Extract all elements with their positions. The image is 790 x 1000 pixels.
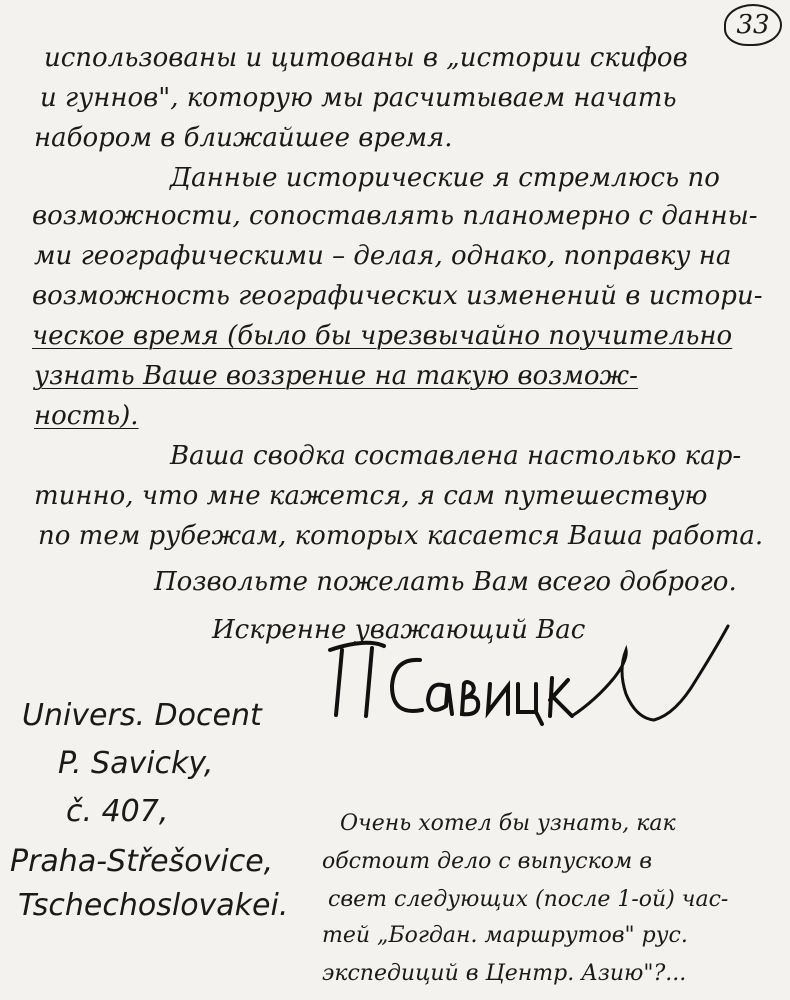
body-line-1: использованы и цитованы в „истории скифов: [44, 43, 688, 73]
closing-line: Искренне уважающий Вас: [212, 615, 586, 645]
address-line-1: Univers. Docent: [22, 698, 262, 733]
body-line-13: по тем рубежам, которых касается Ваша работа.: [38, 521, 764, 551]
body-line-3: набором в ближайшее время.: [34, 123, 453, 153]
postscript-line-4: тей „Богдан. маршрутов" рус.: [322, 923, 688, 948]
body-line-4: Данные исторические я стремлюсь по: [170, 163, 720, 193]
body-line-7: возможность географических изменений в истори-: [32, 281, 763, 311]
postscript-line-1: Очень хотел бы узнать, как: [340, 811, 676, 836]
body-line-8: ческое время (было бы чрезвычайно поучительно: [32, 321, 733, 351]
address-line-5: Tschechoslovakei.: [18, 888, 289, 923]
postscript-line-2: обстоит дело с выпуском в: [322, 849, 653, 874]
address-line-3: č. 407,: [66, 794, 169, 829]
postscript-line-3: свет следующих (после 1-ой) час-: [328, 887, 729, 912]
address-line-2: P. Savicky,: [58, 746, 214, 781]
body-line-5: возможности, сопоставлять планомерно с данны-: [32, 201, 758, 231]
body-line-12: тинно, что мне кажется, я сам путешествую: [34, 481, 708, 511]
postscript-line-5: экспедиций в Центр. Азию"?...: [322, 961, 687, 986]
body-line-6: ми географическими – делая, однако, поправку на: [34, 241, 732, 271]
body-line-9: узнать Ваше воззрение на такую возмож-: [34, 361, 638, 391]
body-line-2: и гуннов", которую мы расчитываем начать: [40, 83, 677, 113]
body-line-11: Ваша сводка составлена настолько кар-: [170, 441, 742, 471]
page-number: 33: [724, 4, 782, 46]
signature: [296, 620, 736, 740]
body-line-14: Позвольте пожелать Вам всего доброго.: [154, 567, 737, 597]
address-line-4: Praha-Střešovice,: [10, 844, 274, 879]
body-line-10: ность).: [34, 401, 139, 431]
